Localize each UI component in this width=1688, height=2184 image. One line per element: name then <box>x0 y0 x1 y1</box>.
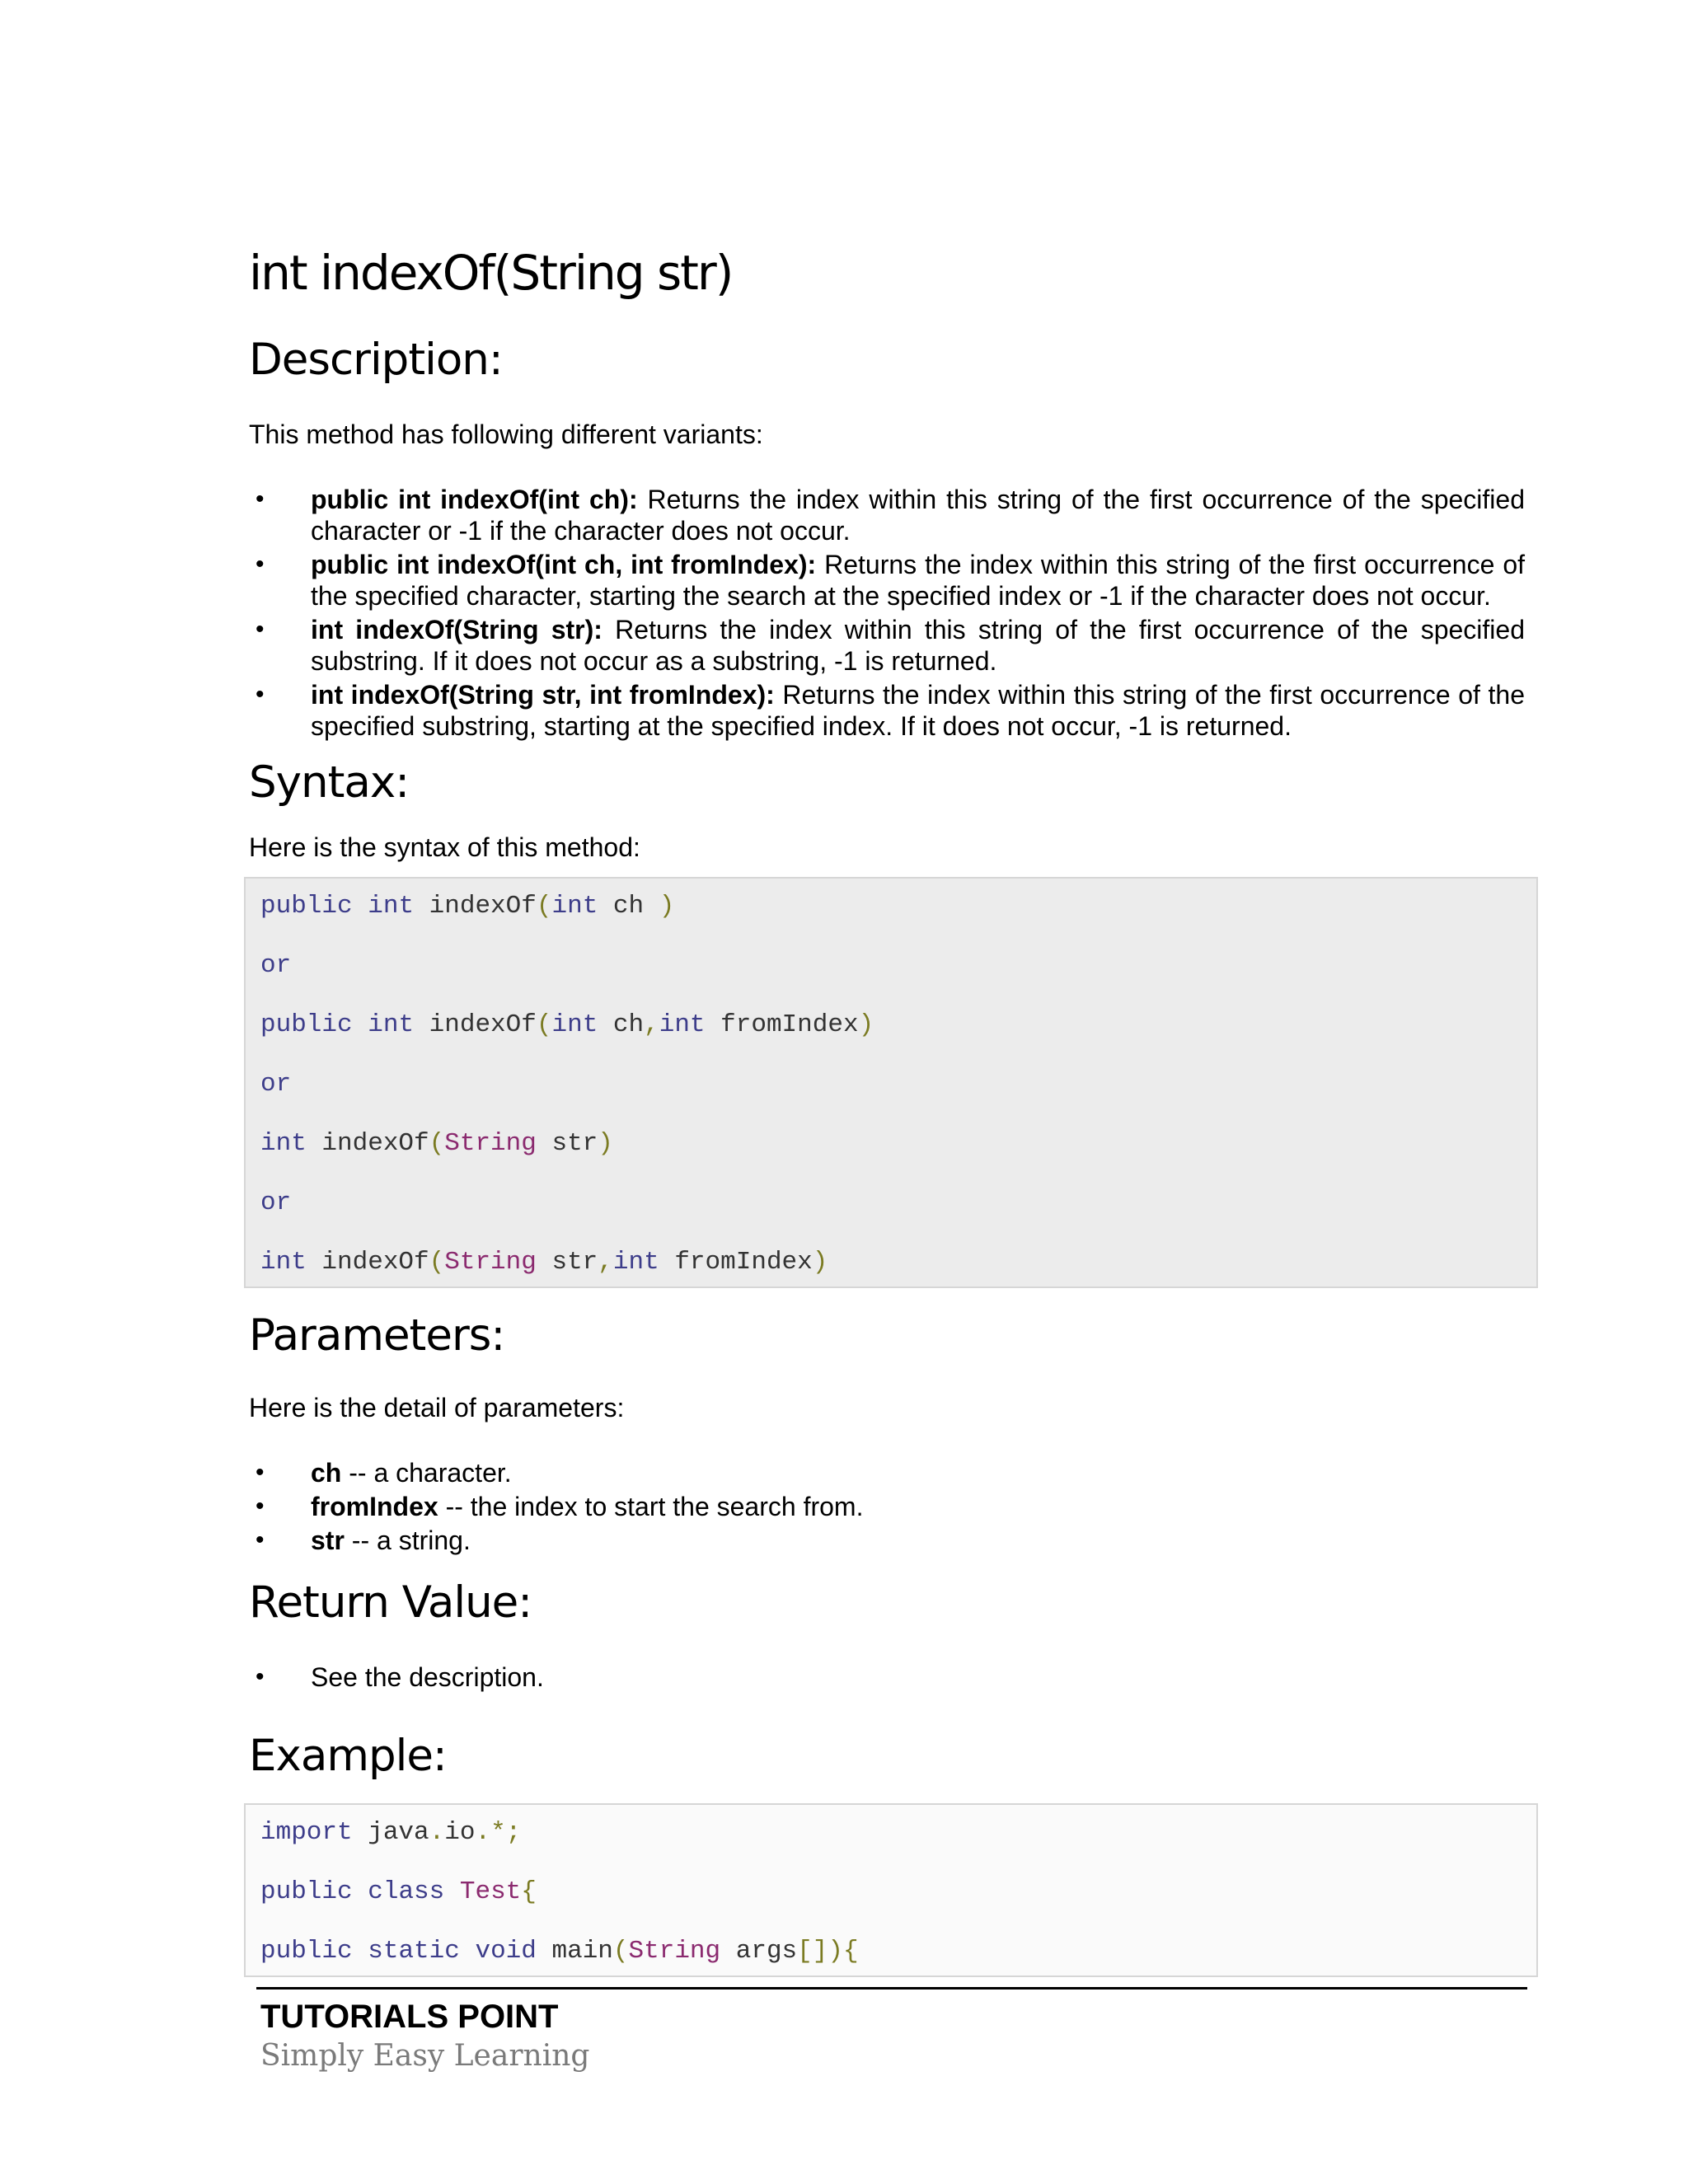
bullet-icon: • <box>256 1526 265 1554</box>
description-heading: Description: <box>249 335 503 385</box>
code-token: or <box>260 951 292 980</box>
code-token: void <box>475 1937 537 1966</box>
code-token: . <box>429 1818 445 1847</box>
code-token: ) <box>598 1129 613 1158</box>
code-token: indexOf <box>306 1248 429 1277</box>
code-token <box>353 1877 368 1906</box>
page-title: int indexOf(String str) <box>249 245 733 301</box>
code-token: fromIndex <box>705 1010 859 1039</box>
code-token: static <box>368 1937 460 1966</box>
bullet-icon: • <box>256 1493 265 1520</box>
bullet-icon: • <box>256 485 265 513</box>
bullet-icon: • <box>256 1459 265 1486</box>
list-item <box>249 549 1525 612</box>
bullet-icon: • <box>256 551 265 578</box>
code-token: public <box>260 1877 353 1906</box>
code-token: .*; <box>475 1818 522 1847</box>
code-token: indexOf <box>414 892 537 921</box>
example-heading: Example: <box>249 1731 447 1781</box>
parameter-text: -- a string. <box>344 1526 471 1555</box>
code-token: int <box>260 1129 307 1158</box>
code-line <box>260 1249 828 1275</box>
variant-signature: int indexOf(String str): <box>311 615 603 644</box>
parameters-list <box>249 1457 1525 1558</box>
parameter-name: ch <box>311 1458 342 1488</box>
syntax-code-block <box>244 877 1538 1288</box>
code-token: , <box>644 1010 659 1039</box>
code-token: ( <box>429 1248 445 1277</box>
list-item <box>249 1457 1525 1488</box>
list-item <box>249 1491 1525 1522</box>
return-value-text: See the description. <box>311 1662 544 1692</box>
code-token: io <box>444 1818 476 1847</box>
code-line <box>260 893 674 919</box>
code-token: ( <box>536 892 552 921</box>
footer-title: TUTORIALS POINT <box>260 1999 559 2035</box>
code-line <box>260 1071 291 1097</box>
variant-text: Returns the index within this string of the first occurrence of the specified character or -1 if the character does not occur. <box>311 485 1526 546</box>
code-token: String <box>444 1129 537 1158</box>
code-token <box>444 1877 460 1906</box>
description-intro: This method has following different variants: <box>249 419 763 449</box>
parameter-text: -- the index to start the search from. <box>438 1492 864 1521</box>
code-token: java <box>352 1818 429 1847</box>
code-token: ) <box>659 892 675 921</box>
code-token: args <box>720 1937 798 1966</box>
code-token: str <box>536 1248 598 1277</box>
code-token <box>353 892 368 921</box>
code-token: public <box>260 1010 353 1039</box>
code-token: indexOf <box>414 1010 537 1039</box>
code-token: ch <box>598 1010 645 1039</box>
parameter-name: str <box>311 1526 345 1555</box>
syntax-heading: Syntax: <box>249 757 410 808</box>
variant-text: Returns the index within this string of the first occurrence of the specified substring, starting at the specified index. If it does not occur, -1 is returned. <box>311 680 1526 741</box>
code-token: , <box>598 1248 613 1277</box>
code-token: or <box>260 1188 292 1217</box>
code-token: indexOf <box>306 1129 429 1158</box>
code-token: int <box>551 892 598 921</box>
code-token <box>353 1010 368 1039</box>
code-line <box>260 1131 613 1156</box>
list-item <box>249 679 1525 742</box>
variant-text: Returns the index within this string of the first occurrence of the specified character, starting the search at the specified index or -1 if the character does not occur. <box>311 550 1526 611</box>
return-value-heading: Return Value: <box>249 1577 532 1628</box>
parameter-text: -- a character. <box>341 1458 512 1488</box>
code-line <box>260 1012 874 1038</box>
bullet-icon: • <box>256 1663 265 1690</box>
example-code-block <box>244 1803 1538 1977</box>
code-token: public <box>260 892 353 921</box>
code-token: int <box>260 1248 307 1277</box>
code-token: int <box>659 1010 706 1039</box>
code-token <box>353 1937 368 1966</box>
return-value-list <box>249 1661 1525 1693</box>
bullet-icon: • <box>256 616 265 643</box>
code-token: ( <box>536 1010 552 1039</box>
parameter-name: fromIndex <box>311 1492 438 1521</box>
code-line <box>260 1820 521 1845</box>
code-token: int <box>551 1010 598 1039</box>
code-token: public <box>260 1937 353 1966</box>
code-line <box>260 1879 537 1905</box>
code-token: ) <box>812 1248 828 1277</box>
variants-list <box>249 484 1525 744</box>
code-token: ch <box>598 892 659 921</box>
code-line <box>260 953 291 978</box>
code-token: int <box>612 1248 659 1277</box>
code-token: { <box>521 1877 537 1906</box>
code-token: String <box>444 1248 537 1277</box>
variant-signature: public int indexOf(int ch): <box>311 485 638 514</box>
code-token <box>460 1937 476 1966</box>
code-token: class <box>368 1877 445 1906</box>
code-token: Test <box>459 1877 522 1906</box>
code-token: String <box>628 1937 721 1966</box>
list-item <box>249 1525 1525 1556</box>
parameters-heading: Parameters: <box>249 1310 505 1361</box>
bullet-icon: • <box>256 681 265 708</box>
variant-signature: int indexOf(String str, int fromIndex): <box>311 680 775 710</box>
list-item <box>249 614 1525 677</box>
code-token: int <box>368 1010 415 1039</box>
code-token: int <box>368 892 415 921</box>
footer-subtitle: Simply Easy Learning <box>260 2039 590 2073</box>
code-token: import <box>260 1818 353 1847</box>
code-line <box>260 1190 291 1216</box>
footer-divider <box>256 1987 1527 1990</box>
code-token: ) <box>858 1010 874 1039</box>
code-token: str <box>536 1129 598 1158</box>
code-token: or <box>260 1070 292 1099</box>
code-token: ( <box>612 1937 629 1966</box>
code-line <box>260 1938 859 1964</box>
variant-text: Returns the index within this string of the first occurrence of the specified substring. If it does not occur as a substring, -1 is returned. <box>311 615 1526 676</box>
variant-signature: public int indexOf(int ch, int fromIndex): <box>311 550 817 579</box>
syntax-intro: Here is the syntax of this method: <box>249 832 640 862</box>
parameters-intro: Here is the detail of parameters: <box>249 1393 625 1422</box>
list-item <box>249 484 1525 546</box>
code-token: ( <box>429 1129 445 1158</box>
code-token: []){ <box>797 1937 859 1966</box>
code-token: fromIndex <box>659 1248 813 1277</box>
code-token: main <box>536 1937 613 1966</box>
list-item <box>249 1661 1525 1693</box>
